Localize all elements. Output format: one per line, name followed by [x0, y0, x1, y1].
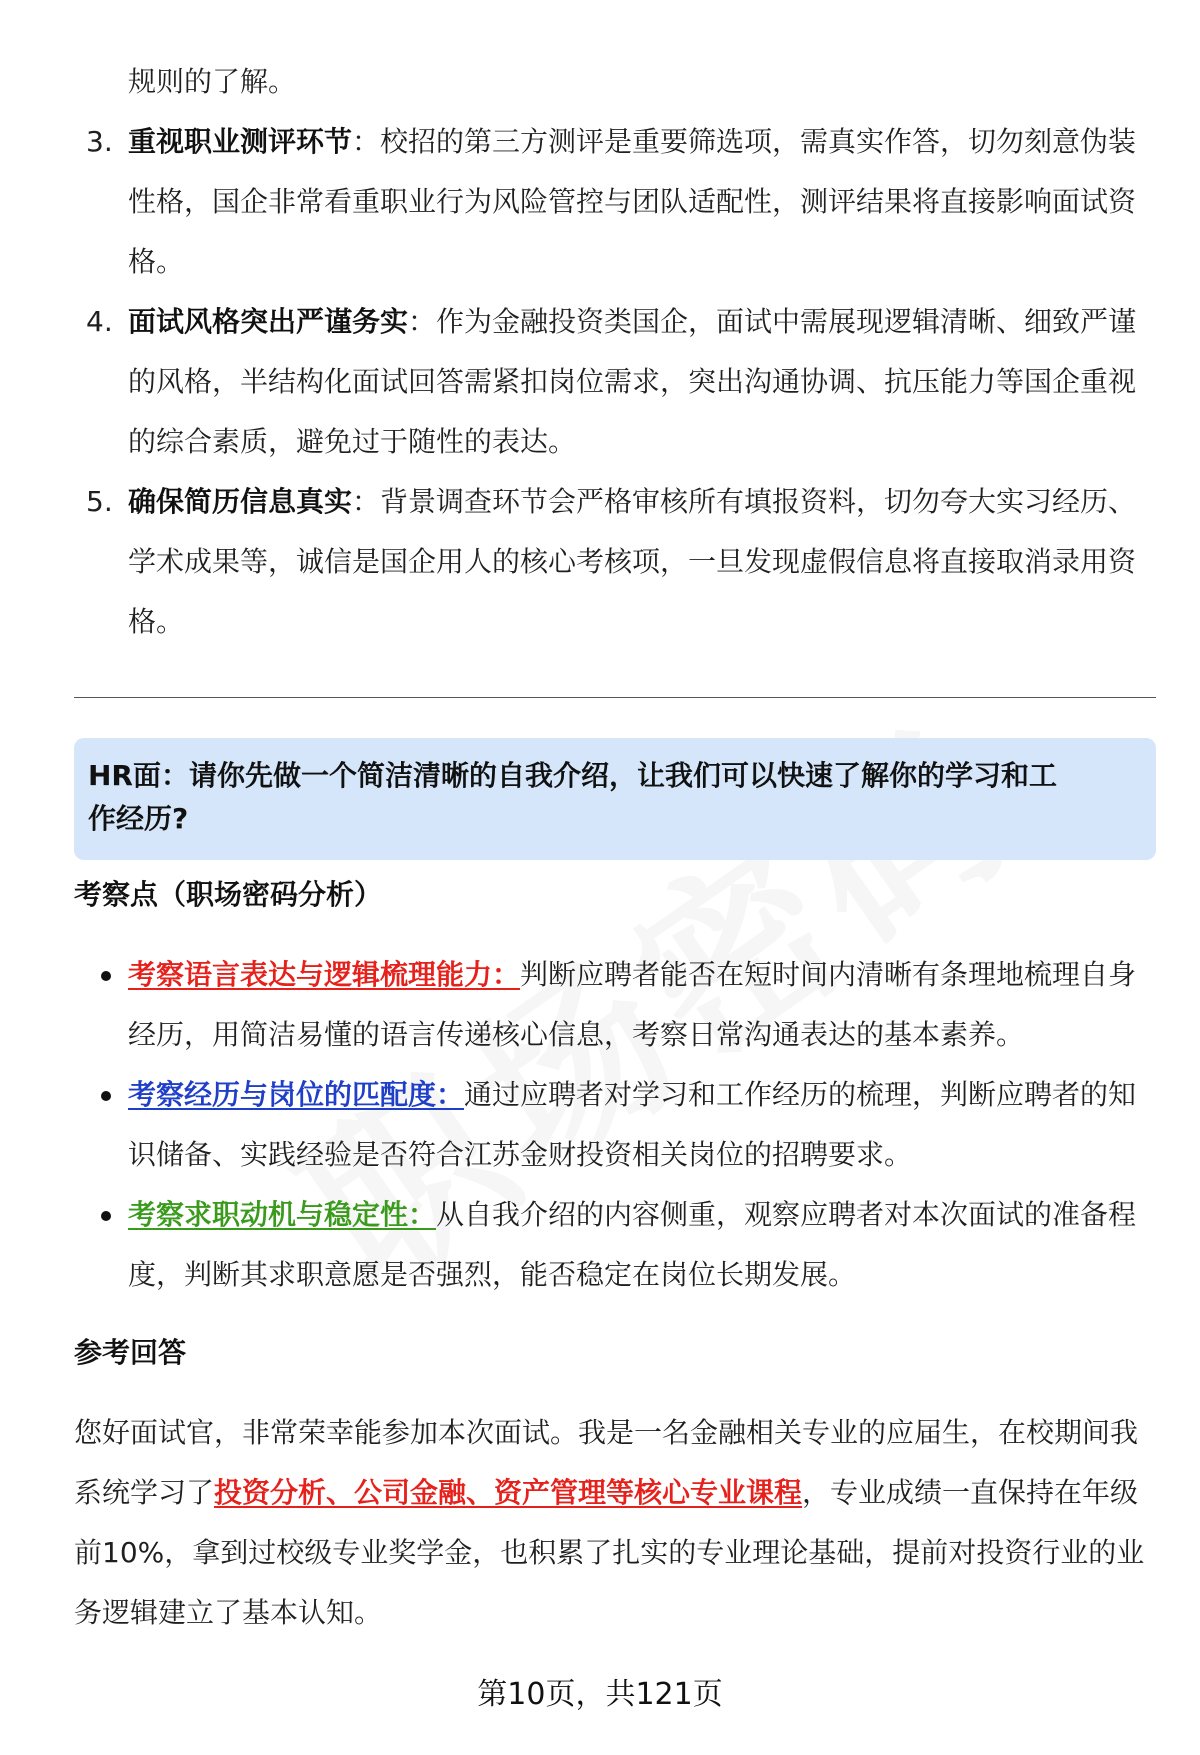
list-item-body: ：背景调查环节会严格审核所有填报资料，切勿夸大实习经历、学术成果等，诚信是国企用人的核心考核项，一旦发现虚假信息将直接取消录用资格。: [128, 485, 1137, 638]
question-line-2: 作经历?: [88, 802, 189, 835]
analysis-body: 通过应聘者对学习和工作经历的梳理，判断应聘者的知识储备、实践经验是否符合江苏金财投资相关岗位的招聘要求。: [128, 1078, 1137, 1171]
answer-heading: 参考回答: [74, 1336, 187, 1369]
list-number: 3.: [86, 125, 113, 158]
analysis-body: 判断应聘者能否在短时间内清晰有条理地梳理自身经历，用简洁易懂的语言传递核心信息，考察日常沟通表达的基本素养。: [128, 958, 1137, 1051]
list-item: [74, 945, 1156, 1065]
analysis-label: 考察求职动机与稳定性：: [128, 1198, 437, 1231]
analysis-heading: 考察点（职场密码分析）: [74, 878, 383, 911]
list-item: [78, 112, 1148, 292]
section-divider: [74, 697, 1156, 698]
list-number: 4.: [86, 305, 113, 338]
analysis-label: 考察语言表达与逻辑梳理能力：: [128, 958, 521, 991]
analysis-body: 从自我介绍的内容侧重，观察应聘者对本次面试的准备程度，判断其求职意愿是否强烈，能否稳定在岗位长期发展。: [128, 1198, 1137, 1291]
bullet-icon: [101, 1091, 111, 1101]
list-item: [78, 292, 1148, 472]
answer-paragraph: [74, 1403, 1156, 1643]
question-line-1: HR面：请你先做一个简洁清晰的自我介绍，让我们可以快速了解你的学习和工: [88, 759, 1057, 792]
list-item-body: ：校招的第三方测评是重要筛选项，需真实作答，切勿刻意伪装性格，国企非常看重职业行为风险管控与团队适配性，测评结果将直接影响面试资格。: [128, 125, 1137, 278]
answer-text: ，专业成绩一直保持在年级前10%，拿到过校级专业奖学金，也积累了扎实的专业理论基础，提前对投资行业的业务逻辑建立了基本认知。: [74, 1476, 1145, 1629]
continued-text: 规则的了解。: [128, 65, 297, 98]
analysis-label: 考察经历与岗位的匹配度：: [128, 1078, 465, 1111]
list-item: [74, 1065, 1156, 1185]
list-item-title: 重视职业测评环节: [128, 125, 353, 158]
numbered-list: [78, 112, 1148, 652]
list-item: [78, 472, 1148, 652]
answer-text: 您好面试官，非常荣幸能参加本次面试。我是一名金融相关专业的应届生，在校期间我系统学习了: [74, 1416, 1139, 1509]
page-footer: 第10页，共121页: [477, 1677, 723, 1712]
bullet-icon: [101, 1211, 111, 1221]
list-number: 5.: [86, 485, 113, 518]
list-item-body: ：作为金融投资类国企，面试中需展现逻辑清晰、细致严谨的风格，半结构化面试回答需紧扣岗位需求，突出沟通协调、抗压能力等国企重视的综合素质，避免过于随性的表达。: [128, 305, 1137, 458]
analysis-list: [74, 945, 1156, 1305]
list-item: [74, 1185, 1156, 1305]
answer-emphasis: 投资分析、公司金融、资产管理等核心专业课程: [214, 1476, 803, 1509]
list-item-title: 确保简历信息真实: [128, 485, 353, 518]
question-box: [74, 738, 1156, 860]
bullet-icon: [101, 971, 111, 981]
list-item-title: 面试风格突出严谨务实: [128, 305, 409, 338]
